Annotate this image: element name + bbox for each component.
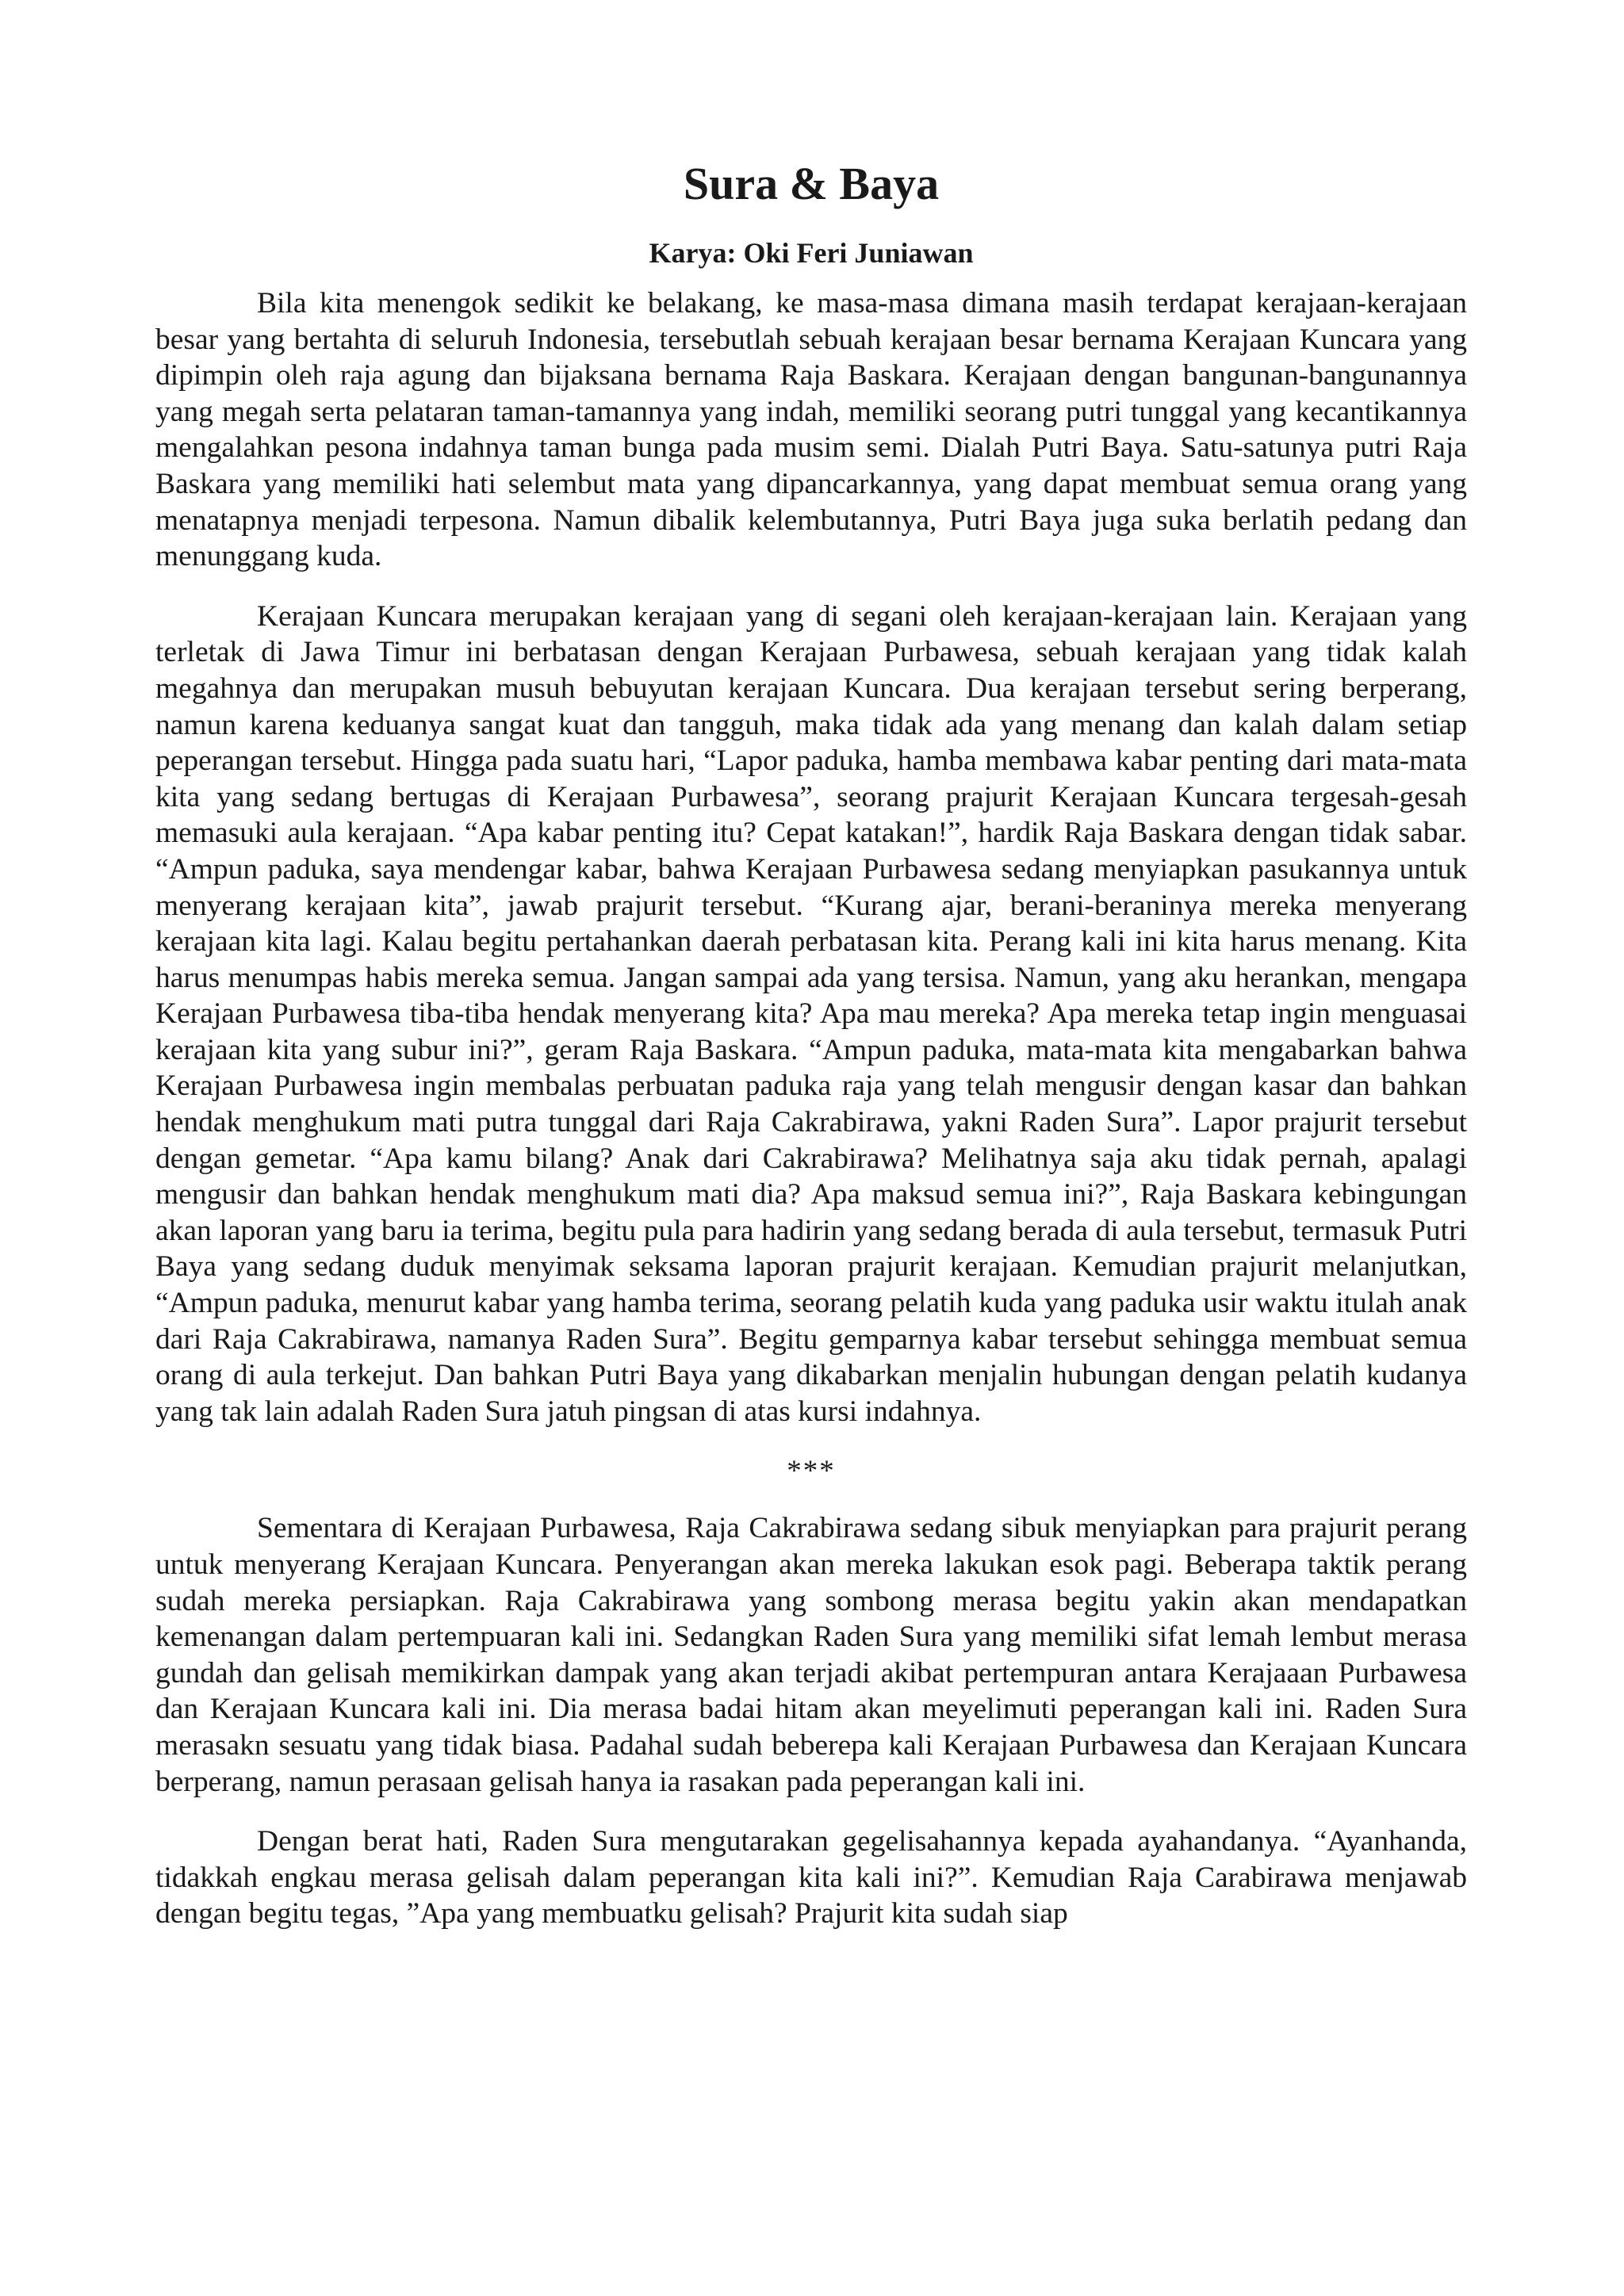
paragraph-3: Sementara di Kerajaan Purbawesa, Raja Cakrabirawa sedang sibuk menyiapkan para prajurit perang untuk menyerang Kerajaan Kuncara. Penyerangan akan mereka lakukan esok pagi. Beberapa taktik perang sudah mereka persiapkan. Raja Cakrabirawa yang sombong merasa begitu yakin akan mendapatkan kemenangan dalam pertempuaran kali ini. Sedangkan Raden Sura yang memiliki sifat lemah lembut merasa gundah dan gelisah memikirkan dampak yang akan terjadi akibat pertempuran antara Kerajaaan Purbawesa dan Kerajaan Kuncara kali ini. Dia merasa badai hitam akan meyelimuti peperangan kali ini. Raden Sura merasakn sesuatu yang tidak biasa. Padahal sudah beberepa kali Kerajaan Purbawesa dan Kerajaan Kuncara berperang, namun perasaan gelisah hanya ia rasakan pada peperangan kali ini.	[155, 1512, 1467, 1798]
paragraph-1: Bila kita menengok sedikit ke belakang, ke masa-masa dimana masih terdapat kerajaan-kerajaan besar yang bertahta di seluruh Indonesia, tersebutlah sebuah kerajaan besar bernama Kerajaan Kuncara yang dipimpin oleh raja agung dan bijaksana bernama Raja Baskara. Kerajaan dengan bangunan-bangunannya yang megah serta pelataran taman-tamannya yang indah, memiliki seorang putri tunggal yang kecantikannya mengalahkan pesona indahnya taman bunga pada musim semi. Dialah Putri Baya. Satu-satunya putri Raja Baskara yang memiliki hati selembut mata yang dipancarkannya, yang dapat membuat semua orang yang menatapnya menjadi terpesona. Namun dibalik kelembutannya, Putri Baya juga suka berlatih pedang dan menunggang kuda.	[155, 287, 1467, 573]
section-separator: ***	[787, 1455, 836, 1488]
paragraph-4: Dengan berat hati, Raden Sura mengutarakan gegelisahannya kepada ayahandanya. “Ayanhanda, tidakkah engkau merasa gelisah dalam peperangan kita kali ini?”. Kemudian Raja Carabirawa menjawab dengan begitu tegas, ”Apa yang membuatku gelisah? Prajurit kita sudah siap	[155, 1825, 1467, 1931]
document-page	[155, 155, 1467, 1956]
story-title: Sura & Baya	[683, 158, 940, 209]
story-author: Karya: Oki Feri Juniawan	[649, 237, 974, 269]
paragraph-2: Kerajaan Kuncara merupakan kerajaan yang di segani oleh kerajaan-kerajaan lain. Kerajaan yang terletak di Jawa Timur ini berbatasan dengan Kerajaan Purbawesa, sebuah kerajaan yang tidak kalah megahnya dan merupakan musuh bebuyutan kerajaan Kuncara. Dua kerajaan tersebut sering berperang, namun karena keduanya sangat kuat dan tangguh, maka tidak ada yang menang dan kalah dalam setiap peperangan tersebut. Hingga pada suatu hari, “Lapor paduka, hamba membawa kabar penting dari mata-mata kita yang sedang bertugas di Kerajaan Purbawesa”, seorang prajurit Kerajaan Kuncara tergesah-gesah memasuki aula kerajaan. “Apa kabar penting itu? Cepat katakan!”, hardik Raja Baskara dengan tidak sabar. “Ampun paduka, saya mendengar kabar, bahwa Kerajaan Purbawesa sedang menyiapkan pasukannya untuk menyerang kerajaan kita”, jawab prajurit tersebut. “Kurang ajar, berani-beraninya mereka menyerang kerajaan kita lagi. Kalau begitu pertahankan daerah perbatasan kita. Perang kali ini kita harus menang. Kita harus menumpas habis mereka semua. Jangan sampai ada yang tersisa. Namun, yang aku herankan, mengapa Kerajaan Purbawesa tiba-tiba hendak menyerang kita? Apa mau mereka? Apa mereka tetap ingin menguasai kerajaan kita yang subur ini?”, geram Raja Baskara. “Ampun paduka, mata-mata kita mengabarkan bahwa Kerajaan Purbawesa ingin membalas perbuatan paduka raja yang telah mengusir dengan kasar dan bahkan hendak menghukum mati putra tunggal dari Raja Cakrabirawa, yakni Raden Sura”. Lapor prajurit tersebut dengan gemetar. “Apa kamu bilang? Anak dari Cakrabirawa? Melihatnya saja aku tidak pernah, apalagi mengusir dan bahkan hendak menghukum mati dia? Apa maksud semua ini?”, Raja Baskara kebingungan akan laporan yang baru ia terima, begitu pula para hadirin yang sedang berada di aula tersebut, termasuk Putri Baya yang sedang duduk menyimak seksama laporan prajurit kerajaan. Kemudian prajurit melanjutkan, “Ampun paduka, menurut kabar yang hamba terima, seorang pelatih kuda yang paduka usir waktu itulah anak dari Raja Cakrabirawa, namanya Raden Sura”. Begitu gemparnya kabar tersebut sehingga membuat semua orang di aula terkejut. Dan bahkan Putri Baya yang dikabarkan menjalin hubungan dengan pelatih kudanya yang tak lain adalah Raden Sura jatuh pingsan di atas kursi indahnya.	[155, 599, 1467, 1428]
